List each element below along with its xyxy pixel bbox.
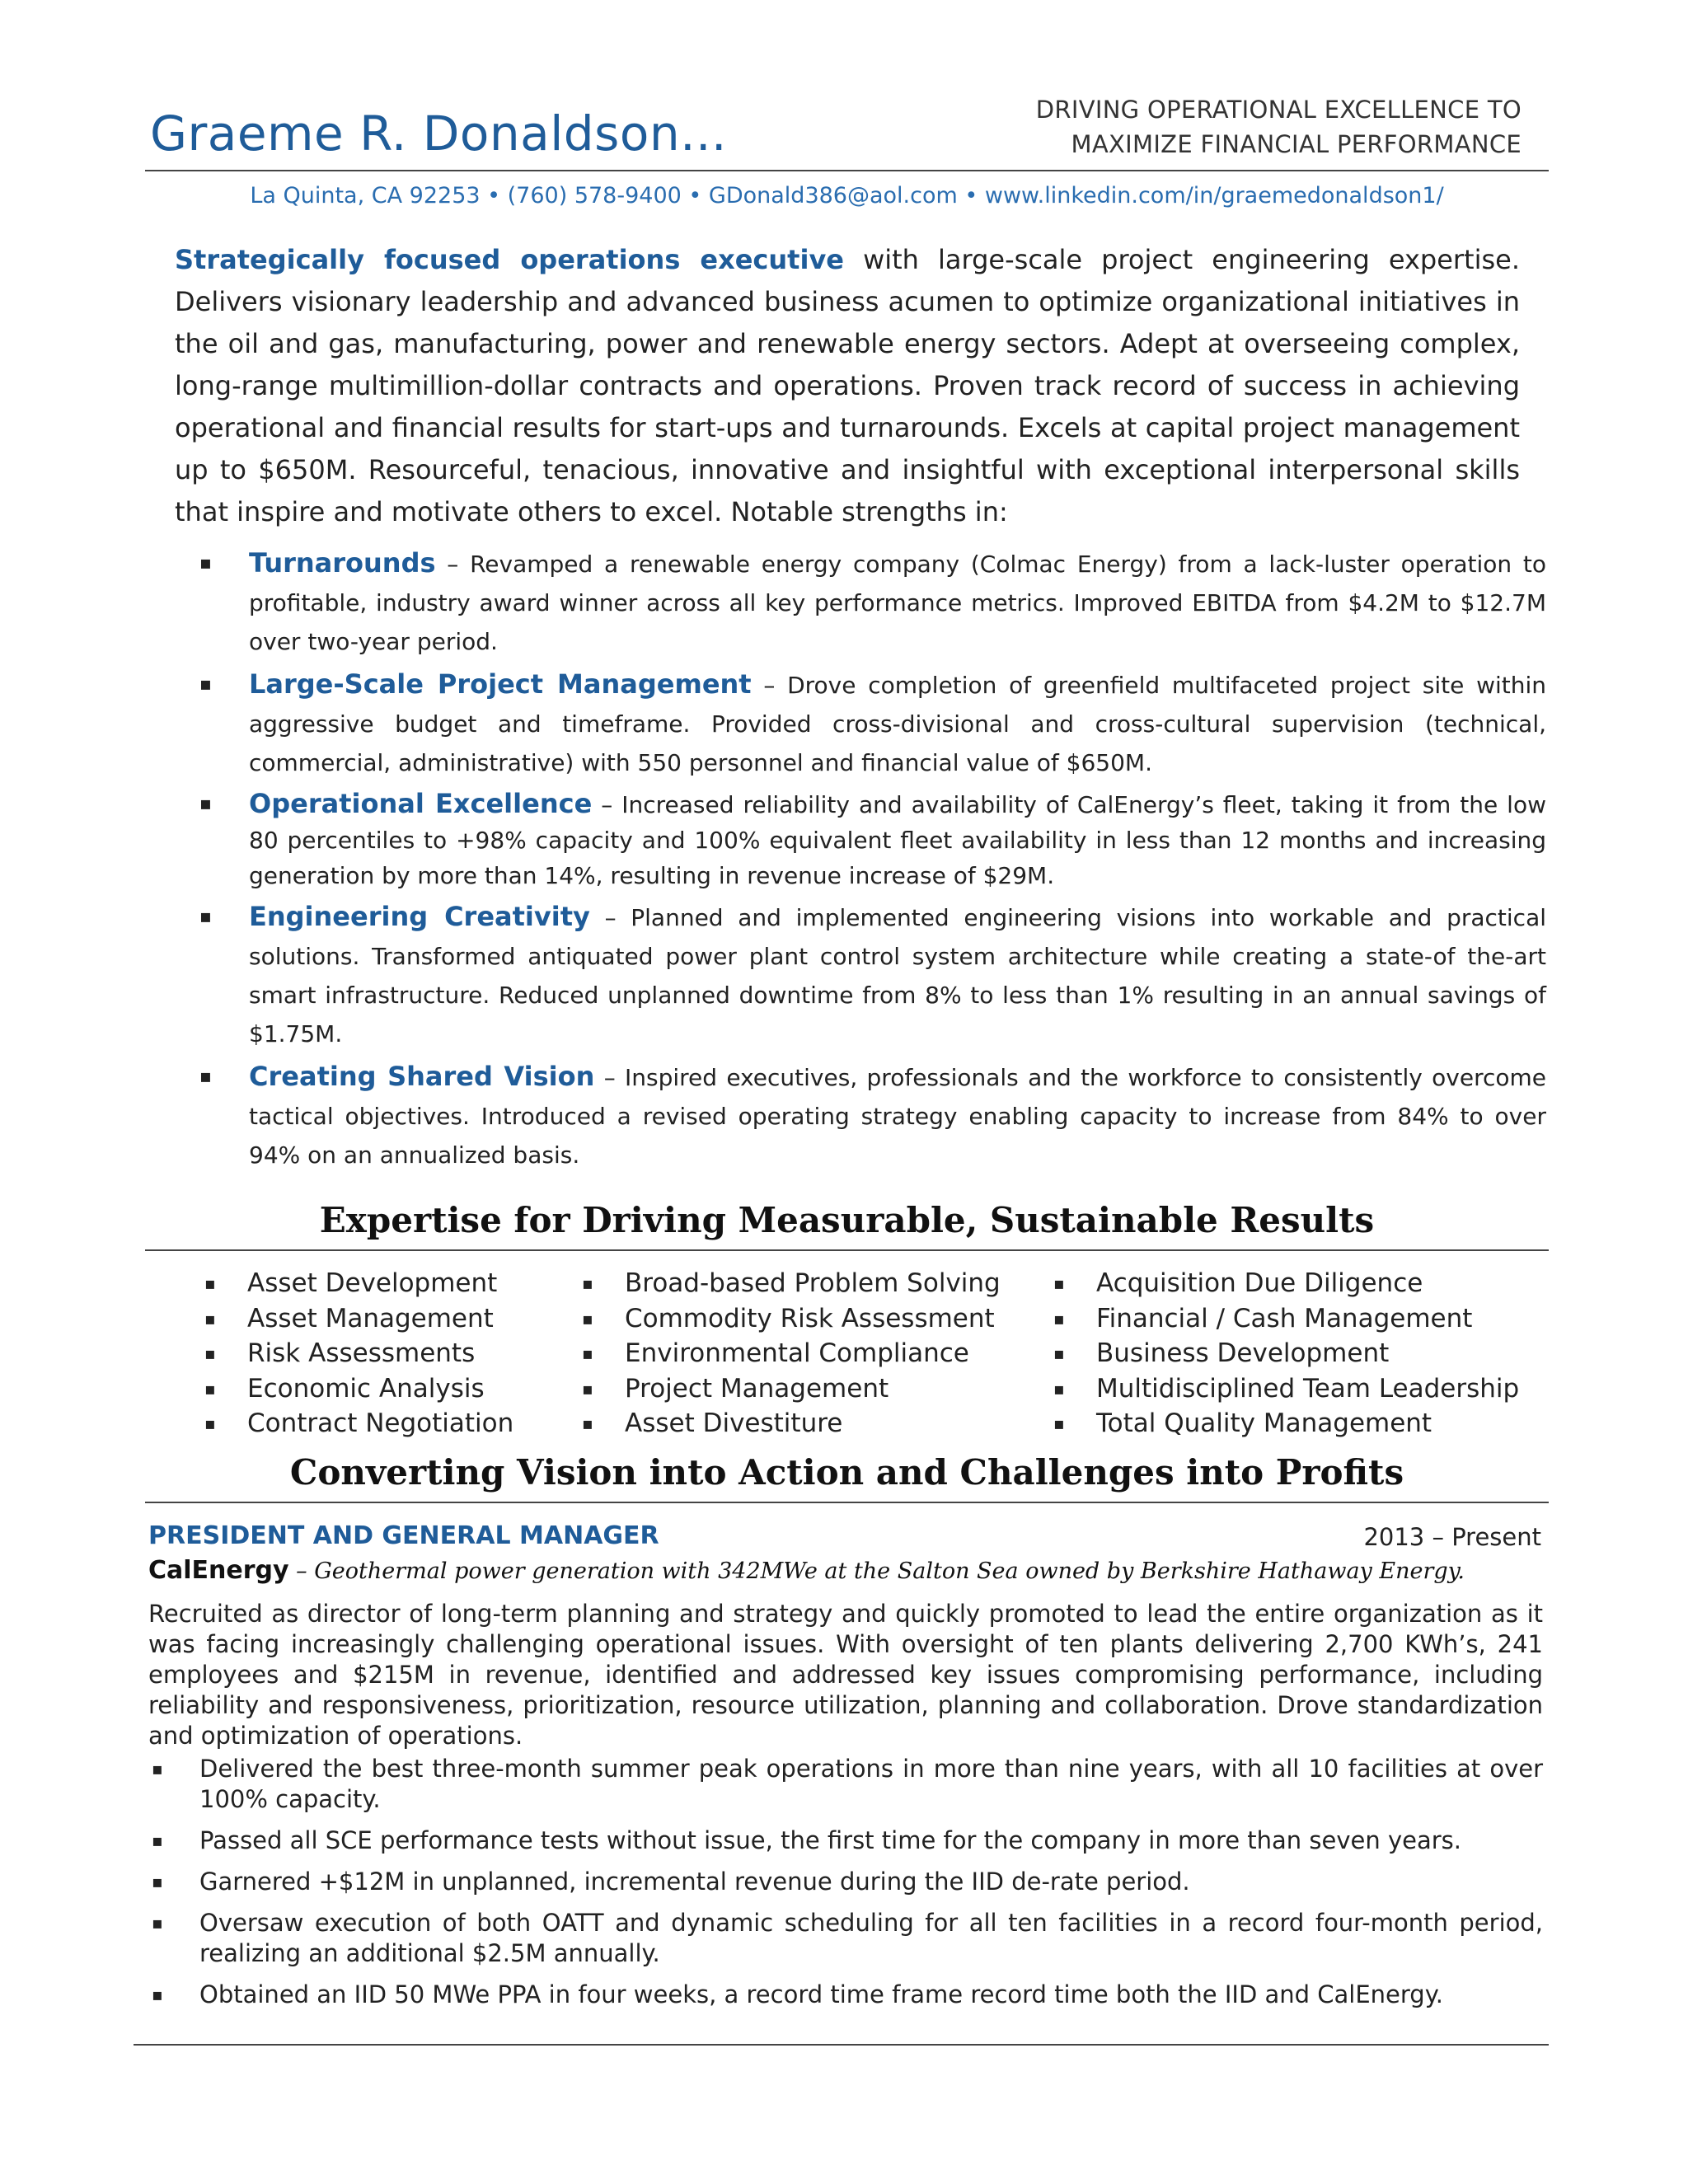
skill-label: Economic Analysis [247, 1373, 485, 1404]
skill-label: Project Management [625, 1373, 889, 1404]
bullet-icon: ▪ [1053, 1273, 1065, 1293]
strength-title: Large-Scale Project Management [249, 668, 752, 700]
bullet-icon: ▪ [199, 794, 212, 814]
skill-label: Environmental Compliance [625, 1338, 969, 1368]
bullet-icon: ▪ [199, 907, 212, 927]
strength-item [195, 544, 1546, 661]
skill-label: Risk Assessments [247, 1338, 476, 1368]
skill-item [579, 1336, 1001, 1371]
skill-item [579, 1266, 1001, 1301]
achievement-item [148, 1754, 1543, 1815]
skill-item [1050, 1301, 1519, 1337]
strength-text: – Drove completion of greenfield multifaceted project site within aggressive budget and timeframe. Provided cross-divisional and cross-cultural supervision (technical, commercial, administrative) with 550 personnel and financial value of $650M. [249, 672, 1546, 776]
achievement-text: Passed all SCE performance tests without issue, the first time for the company in more than seven years. [199, 1826, 1461, 1854]
strengths-list [195, 544, 1546, 1174]
strength-text: – Revamped a renewable energy company (Colmac Energy) from a lack-luster operation to profitable, industry award winner across all key performance metrics. Improved EBITDA from $4.2M to $12.7M over two-year period. [249, 551, 1546, 655]
bullet-icon: ▪ [152, 1759, 163, 1779]
summary-text: with large-scale project engineering expertise. Delivers visionary leadership and advanced business acumen to optimize organizational initiatives in the oil and gas, manufacturing, power and renewable energy sectors. Adept at overseeing complex, long-range multimillion-dollar contracts and operations. Proven track record of success in achieving operational and financial results for start-ups and turnarounds. Excels at capital project management up to $650M. Resourceful, tenacious, innovative and insightful with exceptional interpersonal skills that inspire and motivate others to excel. Notable strengths in: [175, 244, 1521, 527]
candidate-name: Graeme R. Donaldson... [150, 105, 727, 162]
skill-item [201, 1406, 513, 1441]
experience-heading: Converting Vision into Action and Challenges into Profits [289, 1452, 1404, 1493]
strength-text: – Planned and implemented engineering visions into workable and practical solutions. Transformed antiquated power plant control system architecture while creating a state-of the-art smart infrastructure. Reduced unplanned downtime from 8% to less than 1% resulting in an annual savings of $1.75M. [249, 904, 1547, 1047]
bullet-icon: ▪ [582, 1308, 593, 1329]
footer-divider [134, 2044, 1549, 2046]
skill-item [201, 1301, 513, 1337]
expertise-column-2 [579, 1266, 1001, 1441]
bullet-icon: ▪ [204, 1378, 216, 1399]
achievement-text: Delivered the best three-month summer peak operations in more than nine years, with all 10 facilities at over 100% capacity. [199, 1755, 1543, 1813]
header-divider [145, 170, 1549, 171]
skill-item [201, 1336, 513, 1371]
strength-item [195, 665, 1546, 782]
skill-label: Asset Management [247, 1303, 494, 1333]
skill-label: Asset Development [247, 1268, 498, 1298]
strength-title: Engineering Creativity [249, 901, 590, 932]
skill-label: Asset Divestiture [625, 1408, 843, 1438]
company-line [148, 1556, 1465, 1585]
contact-info: La Quinta, CA 92253 • (760) 578-9400 • GDonald386@aol.com • www.linkedin.com/in/graemedonaldson1/ [250, 183, 1444, 209]
bullet-icon: ▪ [1053, 1378, 1065, 1399]
tagline-line-2: MAXIMIZE FINANCIAL PERFORMANCE [1071, 130, 1522, 158]
skill-label: Total Quality Management [1096, 1408, 1432, 1438]
strength-text: – Increased reliability and availability of CalEnergy’s fleet, taking it from the low 80 percentiles to +98% capacity and 100% equivalent fleet availability in less than 12 months and increasing generation by more than 14%, resulting in revenue increase of $29M. [249, 791, 1546, 889]
skill-label: Broad-based Problem Solving [625, 1268, 1001, 1298]
achievement-item [148, 1825, 1543, 1856]
achievements-list [148, 1754, 1543, 2021]
bullet-icon: ▪ [1053, 1308, 1065, 1329]
strength-item [195, 786, 1546, 893]
skill-item [1050, 1336, 1519, 1371]
bullet-icon: ▪ [199, 674, 212, 695]
summary-lead: Strategically focused operations executive [175, 244, 845, 275]
job-summary: Recruited as director of long-term planning and strategy and quickly promoted to lead the entire organization as it was facing increasingly challenging operational issues. With oversight of ten plants delivering 2,700 KWh’s, 241 employees and $215M in revenue, identified and addressed key issues compromising performance, including reliability and responsiveness, prioritization, resource utilization, planning and collaboration. Drove standardization and optimization of operations. [148, 1600, 1543, 1750]
skill-item [1050, 1371, 1519, 1407]
strength-title: Turnarounds [249, 547, 436, 579]
experience-divider [145, 1502, 1549, 1503]
bullet-icon: ▪ [152, 1830, 163, 1850]
job-dates: 2013 – Present [1363, 1523, 1541, 1551]
bullet-icon: ▪ [204, 1273, 216, 1293]
strength-title: Creating Shared Vision [249, 1061, 595, 1092]
achievement-text: Obtained an IID 50 MWe PPA in four weeks, a record time frame record time both the IID and CalEnergy. [199, 1980, 1443, 2008]
job-title: PRESIDENT AND GENERAL MANAGER [148, 1521, 659, 1550]
professional-summary [175, 239, 1520, 533]
skill-item [201, 1371, 513, 1407]
skill-item [1050, 1406, 1519, 1441]
company-name: CalEnergy [148, 1556, 289, 1585]
achievement-item [148, 1908, 1543, 1969]
strength-item [195, 1057, 1546, 1174]
tagline-line-1: DRIVING OPERATIONAL EXCELLENCE TO [1035, 96, 1522, 124]
expertise-heading: Expertise for Driving Measurable, Sustainable Results [319, 1200, 1375, 1240]
bullet-icon: ▪ [1053, 1413, 1065, 1433]
skill-label: Business Development [1096, 1338, 1390, 1368]
bullet-icon: ▪ [1053, 1343, 1065, 1363]
strength-title: Operational Excellence [249, 788, 593, 819]
skill-label: Multidisciplined Team Leadership [1096, 1373, 1520, 1404]
achievement-text: Garnered +$12M in unplanned, incremental revenue during the IID de-rate period. [199, 1868, 1190, 1896]
bullet-icon: ▪ [199, 1066, 212, 1087]
skill-label: Financial / Cash Management [1096, 1303, 1473, 1333]
bullet-icon: ▪ [582, 1343, 593, 1363]
bullet-icon: ▪ [152, 1872, 163, 1891]
expertise-column-1 [201, 1266, 513, 1441]
expertise-divider [145, 1249, 1549, 1251]
bullet-icon: ▪ [204, 1413, 216, 1433]
bullet-icon: ▪ [204, 1308, 216, 1329]
achievement-text: Oversaw execution of both OATT and dynamic scheduling for all ten facilities in a record four-month period, realizing an additional $2.5M annually. [199, 1909, 1543, 1967]
expertise-column-3 [1050, 1266, 1519, 1441]
bullet-icon: ▪ [582, 1413, 593, 1433]
skill-item [579, 1371, 1001, 1407]
strength-text: – Inspired executives, professionals and the workforce to consistently overcome tactical objectives. Introduced a revised operating strategy enabling capacity to increase from 84% to over 94% on an annualized basis. [249, 1064, 1547, 1169]
skill-item [1050, 1266, 1519, 1301]
achievement-item [148, 1980, 1543, 2010]
skill-item [579, 1406, 1001, 1441]
bullet-icon: ▪ [582, 1378, 593, 1399]
bullet-icon: ▪ [152, 1913, 163, 1933]
bullet-icon: ▪ [204, 1343, 216, 1363]
skill-label: Acquisition Due Diligence [1096, 1268, 1423, 1298]
company-description: – Geothermal power generation with 342MWe at the Salton Sea owned by Berkshire Hathaway Energy. [288, 1558, 1465, 1584]
strength-item [195, 898, 1546, 1053]
tagline [1036, 92, 1522, 162]
bullet-icon: ▪ [152, 1985, 163, 2004]
skill-label: Commodity Risk Assessment [625, 1303, 995, 1333]
skill-label: Contract Negotiation [247, 1408, 514, 1438]
achievement-item [148, 1867, 1543, 1897]
bullet-icon: ▪ [199, 553, 212, 574]
skill-item [579, 1301, 1001, 1337]
bullet-icon: ▪ [582, 1273, 593, 1293]
skill-item [201, 1266, 513, 1301]
